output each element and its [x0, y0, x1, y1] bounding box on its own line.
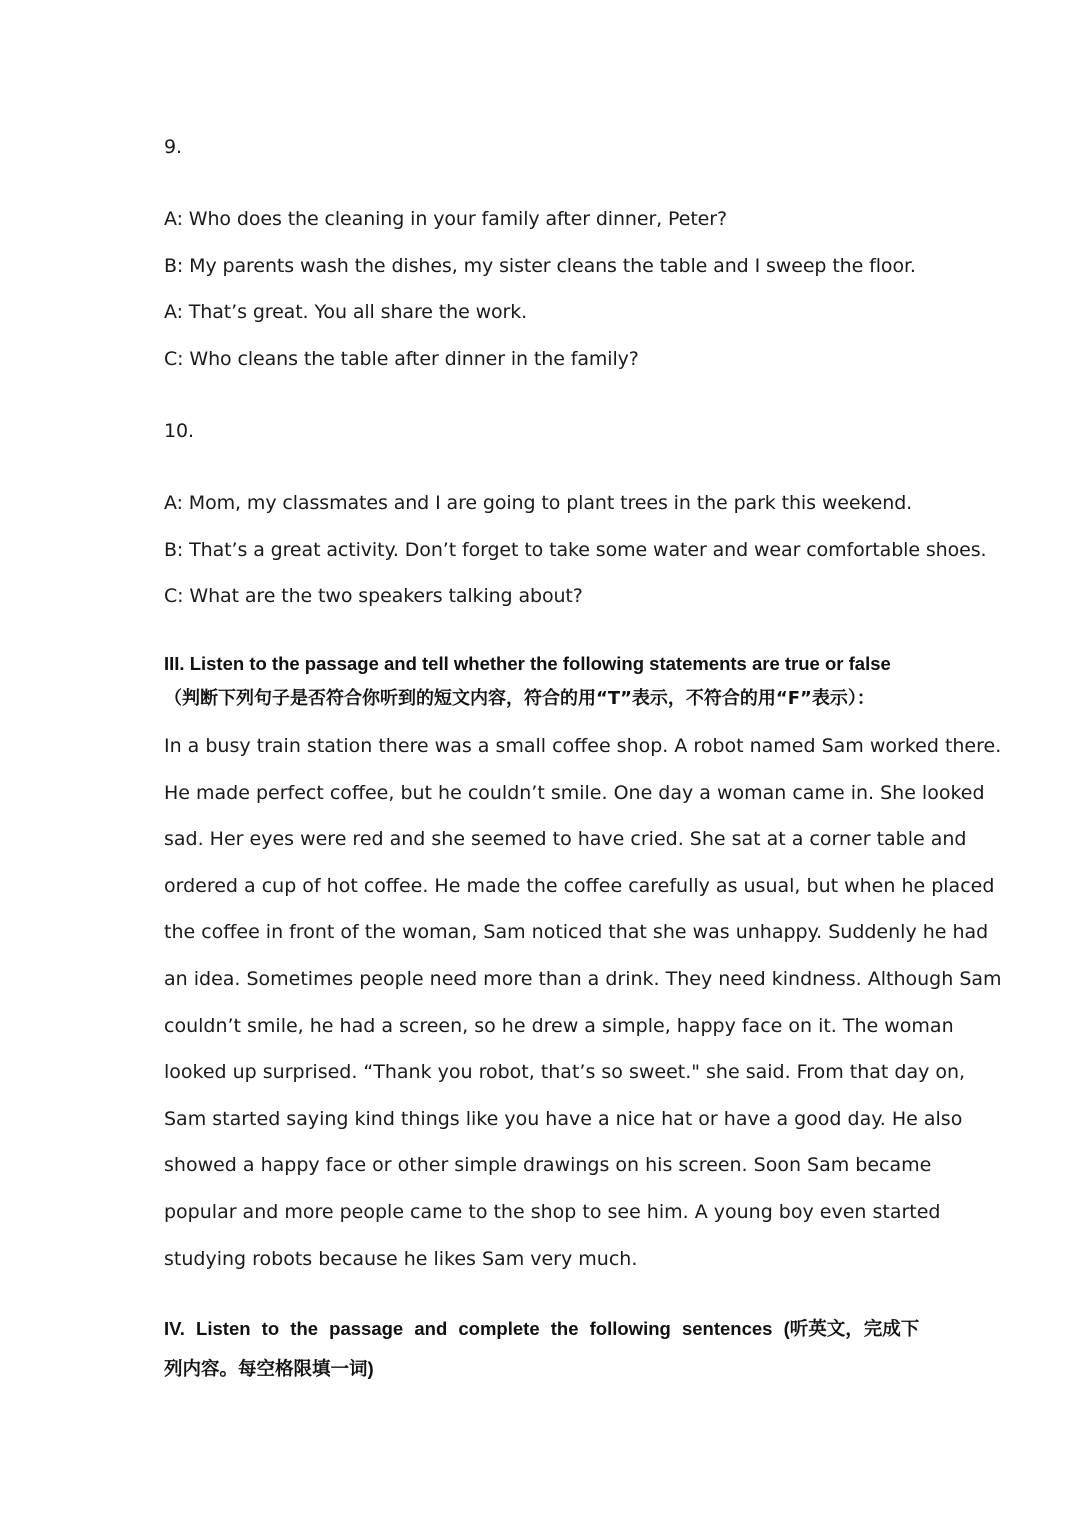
- q9-line-4: C: Who cleans the table after dinner in the family?: [164, 348, 639, 370]
- passage-line: showed a happy face or other simple drawings on his screen. Soon Sam became: [164, 1154, 932, 1177]
- passage-line: ordered a cup of hot coffee. He made the coffee carefully as usual, but when he placed: [164, 874, 995, 897]
- passage-line: an idea. Sometimes people need more than a drink. They need kindness. Although Sam: [164, 967, 1002, 990]
- section-4-heading-line-1: IV. Listen to the passage and complete the following sentences (听英文，完成下: [164, 1318, 920, 1339]
- passage-line: sad. Her eyes were red and she seemed to have cried. She sat at a corner table and: [164, 828, 967, 851]
- q9-line-2: B: My parents wash the dishes, my sister cleans the table and I sweep the floor.: [164, 255, 916, 277]
- passage-line: looked up surprised. “Thank you robot, that’s so sweet." she said. From that day on,: [164, 1061, 966, 1084]
- question-9-number: 9.: [164, 136, 182, 158]
- section-3-passage: [164, 723, 1002, 1282]
- passage-line: Sam started saying kind things like you have a nice hat or have a good day. He also: [164, 1107, 963, 1130]
- section-4-heading-line-2: 列内容。每空格限填一词): [164, 1358, 374, 1379]
- q10-line-2: B: That’s a great activity. Don’t forget to take some water and wear comfortable shoes.: [164, 539, 987, 561]
- passage-line: popular and more people came to the shop to see him. A young boy even started: [164, 1200, 941, 1223]
- passage-line: couldn’t smile, he had a screen, so he drew a simple, happy face on it. The woman: [164, 1014, 954, 1037]
- passage-line: studying robots because he likes Sam very much.: [164, 1247, 638, 1270]
- q9-line-3: A: That’s great. You all share the work.: [164, 301, 528, 323]
- section-3-heading: III. Listen to the passage and tell whether the following statements are true or false: [164, 653, 891, 674]
- passage-line: In a busy train station there was a small coffee shop. A robot named Sam worked there.: [164, 735, 1002, 757]
- q10-line-1: A: Mom, my classmates and I are going to plant trees in the park this weekend.: [164, 492, 913, 514]
- passage-line: the coffee in front of the woman, Sam noticed that she was unhappy. Suddenly he had: [164, 921, 989, 944]
- q9-line-1: A: Who does the cleaning in your family after dinner, Peter?: [164, 208, 727, 230]
- question-10-number: 10.: [164, 420, 194, 442]
- section-3-instruction: （判断下列句子是否符合你听到的短文内容，符合的用“T”表示，不符合的用“F”表示）：: [164, 688, 875, 709]
- passage-line: He made perfect coffee, but he couldn’t smile. One day a woman came in. She looked: [164, 781, 985, 804]
- q10-line-3: C: What are the two speakers talking about?: [164, 585, 583, 607]
